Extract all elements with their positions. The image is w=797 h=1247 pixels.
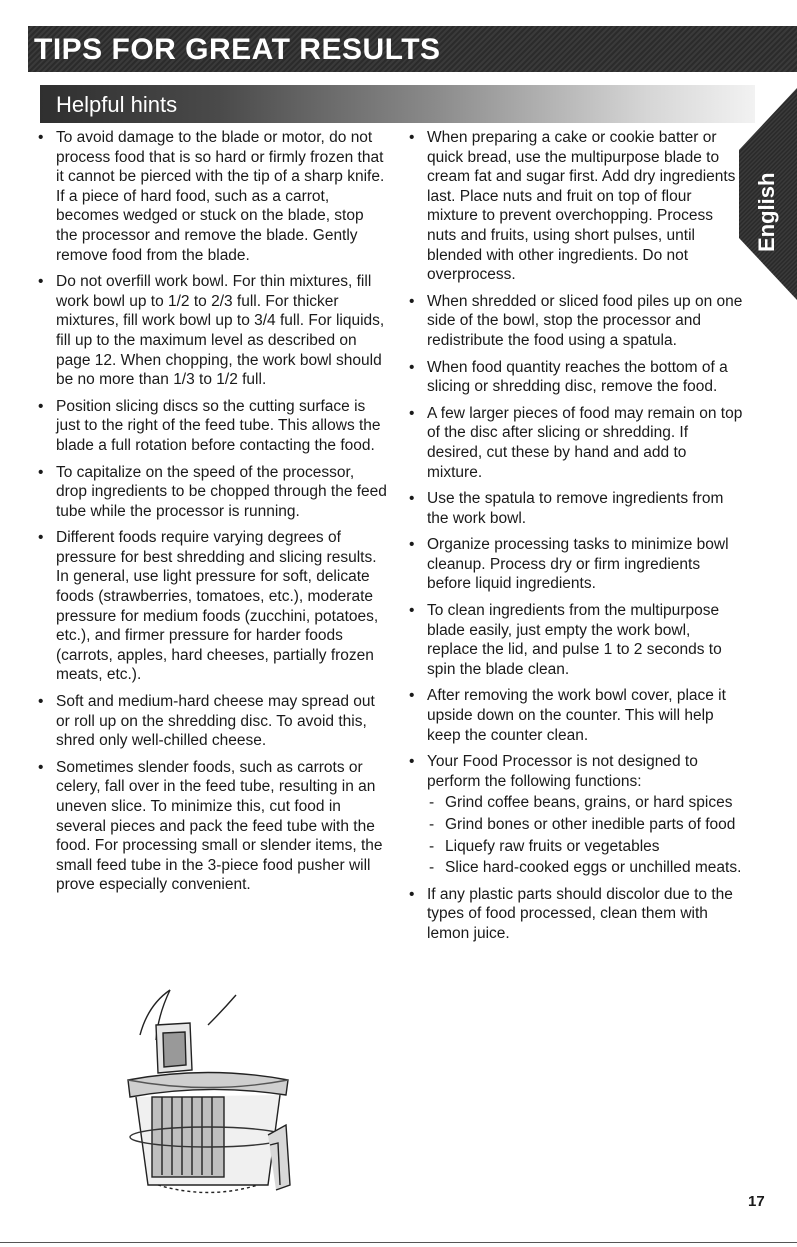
tip-item: • When shredded or sliced food piles up on one side of the bowl, stop the processor and redistribute the food using a spatula.: [407, 292, 743, 351]
tip-item: • If any plastic parts should discolor due to the types of food processed, clean them with lemon juice.: [407, 885, 743, 944]
left-tip-list: [36, 128, 388, 895]
tip-item: • Sometimes slender foods, such as carrots or celery, fall over in the feed tube, resulting in an uneven slice. To minimize this, cut food in several pieces and pack the feed tube with the food. For processing small or slender items, the small feed tube in the 3-piece food pusher will prove especially convenient.: [36, 758, 388, 895]
function-item: - Grind bones or other inedible parts of food: [427, 815, 743, 835]
tip-item: • Organize processing tasks to minimize bowl cleanup. Process dry or firm ingredients before liquid ingredients.: [407, 535, 743, 594]
bottom-rule: [0, 1242, 797, 1243]
right-tip-list: [407, 128, 743, 944]
tip-item: • When food quantity reaches the bottom of a slicing or shredding disc, remove the food.: [407, 358, 743, 397]
tip-item: • Position slicing discs so the cutting surface is just to the right of the feed tube. This allows the blade a full rotation before contacting the food.: [36, 397, 388, 456]
tip-item: • To clean ingredients from the multipurpose blade easily, just empty the work bowl, replace the lid, and pulse 1 to 2 seconds to spin the blade clean.: [407, 601, 743, 679]
section-title: Helpful hints: [56, 92, 178, 117]
language-label: English: [754, 172, 779, 252]
function-item: - Grind coffee beans, grains, or hard spices: [427, 793, 743, 813]
food-processor-illustration: [118, 985, 298, 1197]
page-title: TIPS FOR GREAT RESULTS: [34, 33, 441, 66]
left-column: [36, 128, 388, 902]
tip-item: • To avoid damage to the blade or motor, do not process food that is so hard or firmly frozen that it cannot be pierced with the tip of a sharp knife. If a piece of hard food, such as a carrot, becomes wedged or stuck on the blade, stop the processor and remove the blade. Gently remove food from the blade.: [36, 128, 388, 265]
function-item: - Slice hard-cooked eggs or unchilled meats.: [427, 858, 743, 878]
page-number: 17: [748, 1193, 765, 1210]
tip-item: • A few larger pieces of food may remain on top of the disc after slicing or shredding. If desired, cut these by hand and add to mixture.: [407, 404, 743, 482]
function-item: - Liquefy raw fruits or vegetables: [427, 837, 743, 857]
tip-item: • Do not overfill work bowl. For thin mixtures, fill work bowl up to 1/2 to 2/3 full. For thicker mixtures, fill work bowl up to 3/4 full. For liquids, fill up to the maximum level as described on page 12. When chopping, the work bowl should be no more than 1/3 to 1/2 full.: [36, 272, 388, 390]
functions-list: [427, 793, 743, 877]
tip-item-functions: [407, 752, 743, 878]
tip-item: • After removing the work bowl cover, place it upside down on the counter. This will help keep the counter clean.: [407, 686, 743, 745]
right-column: [407, 128, 743, 951]
tip-item: • To capitalize on the speed of the processor, drop ingredients to be chopped through the feed tube while the processor is running.: [36, 463, 388, 522]
tip-item: • When preparing a cake or cookie batter or quick bread, use the multipurpose blade to cream fat and sugar first. Add dry ingredients last. Place nuts and fruit on top of flour mixture to prevent overchopping. Process nuts and fruits, using short pulses, until blended with other ingredients. Do not overprocess.: [407, 128, 743, 285]
functions-intro: Your Food Processor is not designed to perform the following functions:: [427, 753, 698, 790]
tip-item: • Different foods require varying degrees of pressure for best shredding and slicing results. In general, use light pressure for soft, delicate foods (strawberries, tomatoes, etc.), moderate pressure for medium foods (zucchini, potatoes, etc.), and firmer pressure for harder foods (carrots, apples, hard cheeses, partially frozen meats, etc.).: [36, 528, 388, 685]
tip-item: • Use the spatula to remove ingredients from the work bowl.: [407, 489, 743, 528]
tip-item: • Soft and medium-hard cheese may spread out or roll up on the shredding disc. To avoid this, shred only well-chilled cheese.: [36, 692, 388, 751]
